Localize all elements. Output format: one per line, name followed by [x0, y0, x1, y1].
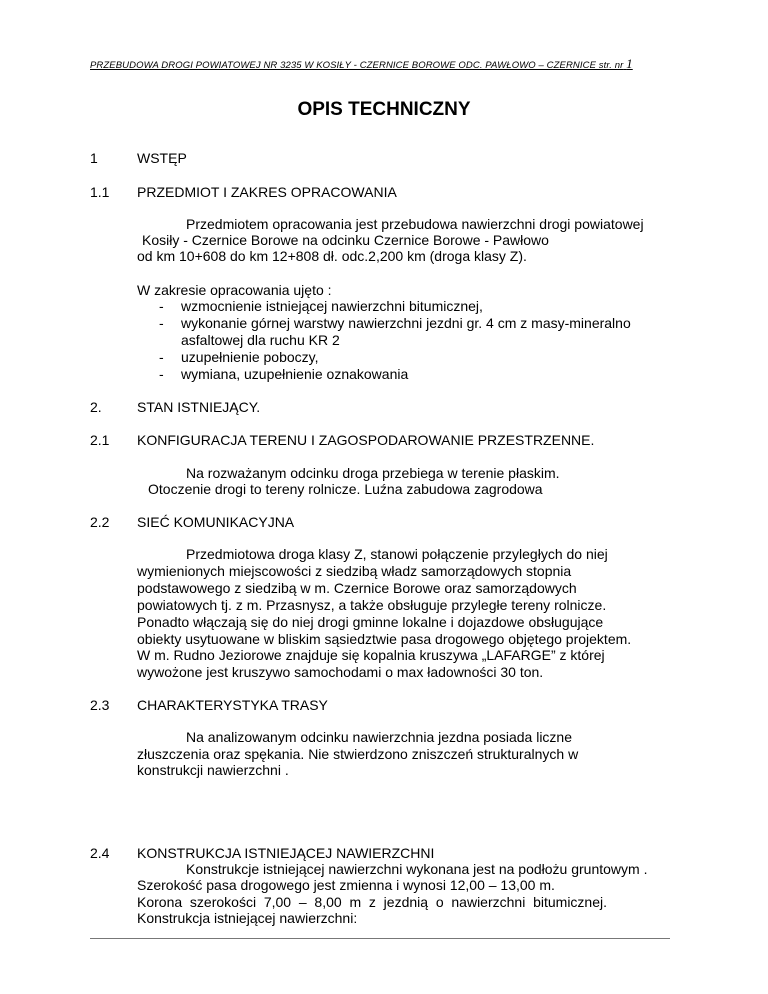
scope-intro: W zakresie opracowania ujęto : — [137, 282, 332, 298]
list-dash: - — [159, 366, 164, 382]
section-number-2-3: 2.3 — [90, 697, 110, 713]
scope-item-text: wzmocnienie istniejącej nawierzchni bitumicznej, — [181, 298, 483, 314]
section-heading-1: WSTĘP — [137, 150, 187, 166]
running-header — [90, 56, 633, 72]
scope-list-item — [159, 315, 631, 332]
running-header-title: PRZEBUDOWA DROGI POWIATOWEJ NR 3235 W KOSIŁY - CZERNICE BOROWE ODC. PAWŁOWO – CZERNICE str. nr — [90, 60, 624, 71]
section-number-2-1: 2.1 — [90, 432, 110, 448]
paragraph-line: Konstrukcje istniejącej nawierzchni wykonana jest na podłożu gruntowym . — [186, 861, 648, 877]
paragraph-line: W m. Rudno Jeziorowe znajduje się kopalnia kruszywa „LAFARGE” z której — [137, 647, 605, 663]
scope-list-item — [159, 366, 408, 383]
paragraph-line: podstawowego z siedzibą w m. Czernice Borowe oraz samorządowych — [137, 580, 577, 596]
section-heading-2: STAN ISTNIEJĄCY. — [137, 399, 261, 415]
section-number-2-4: 2.4 — [90, 845, 110, 861]
list-dash: - — [159, 298, 164, 314]
document-title: OPIS TECHNICZNY — [297, 99, 471, 120]
paragraph-line: Konstrukcja istniejącej nawierzchni: — [137, 910, 358, 926]
list-dash: - — [159, 349, 164, 365]
paragraph-line: Na rozważanym odcinku droga przebiega w terenie płaskim. — [186, 465, 560, 481]
section-heading-2-3: CHARAKTERYSTYKA TRASY — [137, 697, 328, 713]
scope-item-text: uzupełnienie poboczy, — [181, 349, 319, 365]
paragraph-line: obiekty usytuowane w bliskim sąsiedztwie pasa drogowego objętego projektem. — [137, 631, 632, 647]
section-heading-2-4: KONSTRUKCJA ISTNIEJĄCEJ NAWIERZCHNI — [137, 845, 435, 861]
paragraph-line: konstrukcji nawierzchni . — [137, 762, 289, 778]
scope-item-text: wymiana, uzupełnienie oznakowania — [181, 366, 409, 382]
section-number-2-2: 2.2 — [90, 514, 110, 530]
footer-rule — [90, 938, 670, 939]
paragraph-line: od km 10+608 do km 12+808 dł. odc.2,200 km (droga klasy Z). — [137, 248, 527, 264]
section-number-1-1: 1.1 — [90, 184, 110, 200]
paragraph-line: Korona szerokości 7,00 – 8,00 m z jezdnią o nawierzchni bitumicznej. — [137, 894, 608, 910]
paragraph-line: Ponadto włączają się do niej drogi gminne lokalne i dojazdowe obsługujące — [137, 614, 604, 630]
section-heading-2-1: KONFIGURACJA TERENU I ZAGOSPODAROWANIE PRZESTRZENNE. — [137, 432, 595, 448]
paragraph-line: Otoczenie drogi to tereny rolnicze. Luźna zabudowa zagrodowa — [148, 481, 543, 497]
paragraph-line: Kosiły - Czernice Borowe na odcinku Czernice Borowe - Pawłowo — [142, 232, 549, 248]
paragraph-line: Szerokość pasa drogowego jest zmienna i wynosi 12,00 – 13,00 m. — [137, 877, 555, 893]
paragraph-line: złuszczenia oraz spękania. Nie stwierdzono zniszczeń strukturalnych w — [137, 746, 579, 762]
paragraph-line: powiatowych tj. z m. Przasnysz, a także obsługuje przyległe tereny rolnicze. — [137, 597, 607, 613]
page-number: 1 — [626, 56, 633, 71]
paragraph-line: wywożone jest kruszywo samochodami o max ładowności 30 ton. — [137, 664, 544, 680]
paragraph-line: wymienionych miejscowości z siedzibą władz samorządowych stopnia — [137, 563, 572, 579]
list-dash: - — [159, 315, 164, 331]
scope-list-item — [159, 298, 483, 315]
scope-list-item-continuation: asfaltowej dla ruchu KR 2 — [181, 332, 340, 348]
scope-list-item — [159, 349, 319, 366]
section-number-1: 1 — [90, 150, 98, 166]
section-heading-1-1: PRZEDMIOT I ZAKRES OPRACOWANIA — [137, 184, 397, 200]
section-number-2: 2. — [90, 399, 102, 415]
scope-item-text: wykonanie górnej warstwy nawierzchni jezdni gr. 4 cm z masy-mineralno — [181, 315, 631, 331]
paragraph-line: Przedmiotowa droga klasy Z, stanowi połączenie przyległych do niej — [186, 546, 608, 562]
section-heading-2-2: SIEĆ KOMUNIKACYJNA — [137, 514, 295, 530]
paragraph-line: Na analizowanym odcinku nawierzchnia jezdna posiada liczne — [186, 729, 572, 745]
paragraph-line: Przedmiotem opracowania jest przebudowa nawierzchni drogi powiatowej — [186, 216, 644, 232]
